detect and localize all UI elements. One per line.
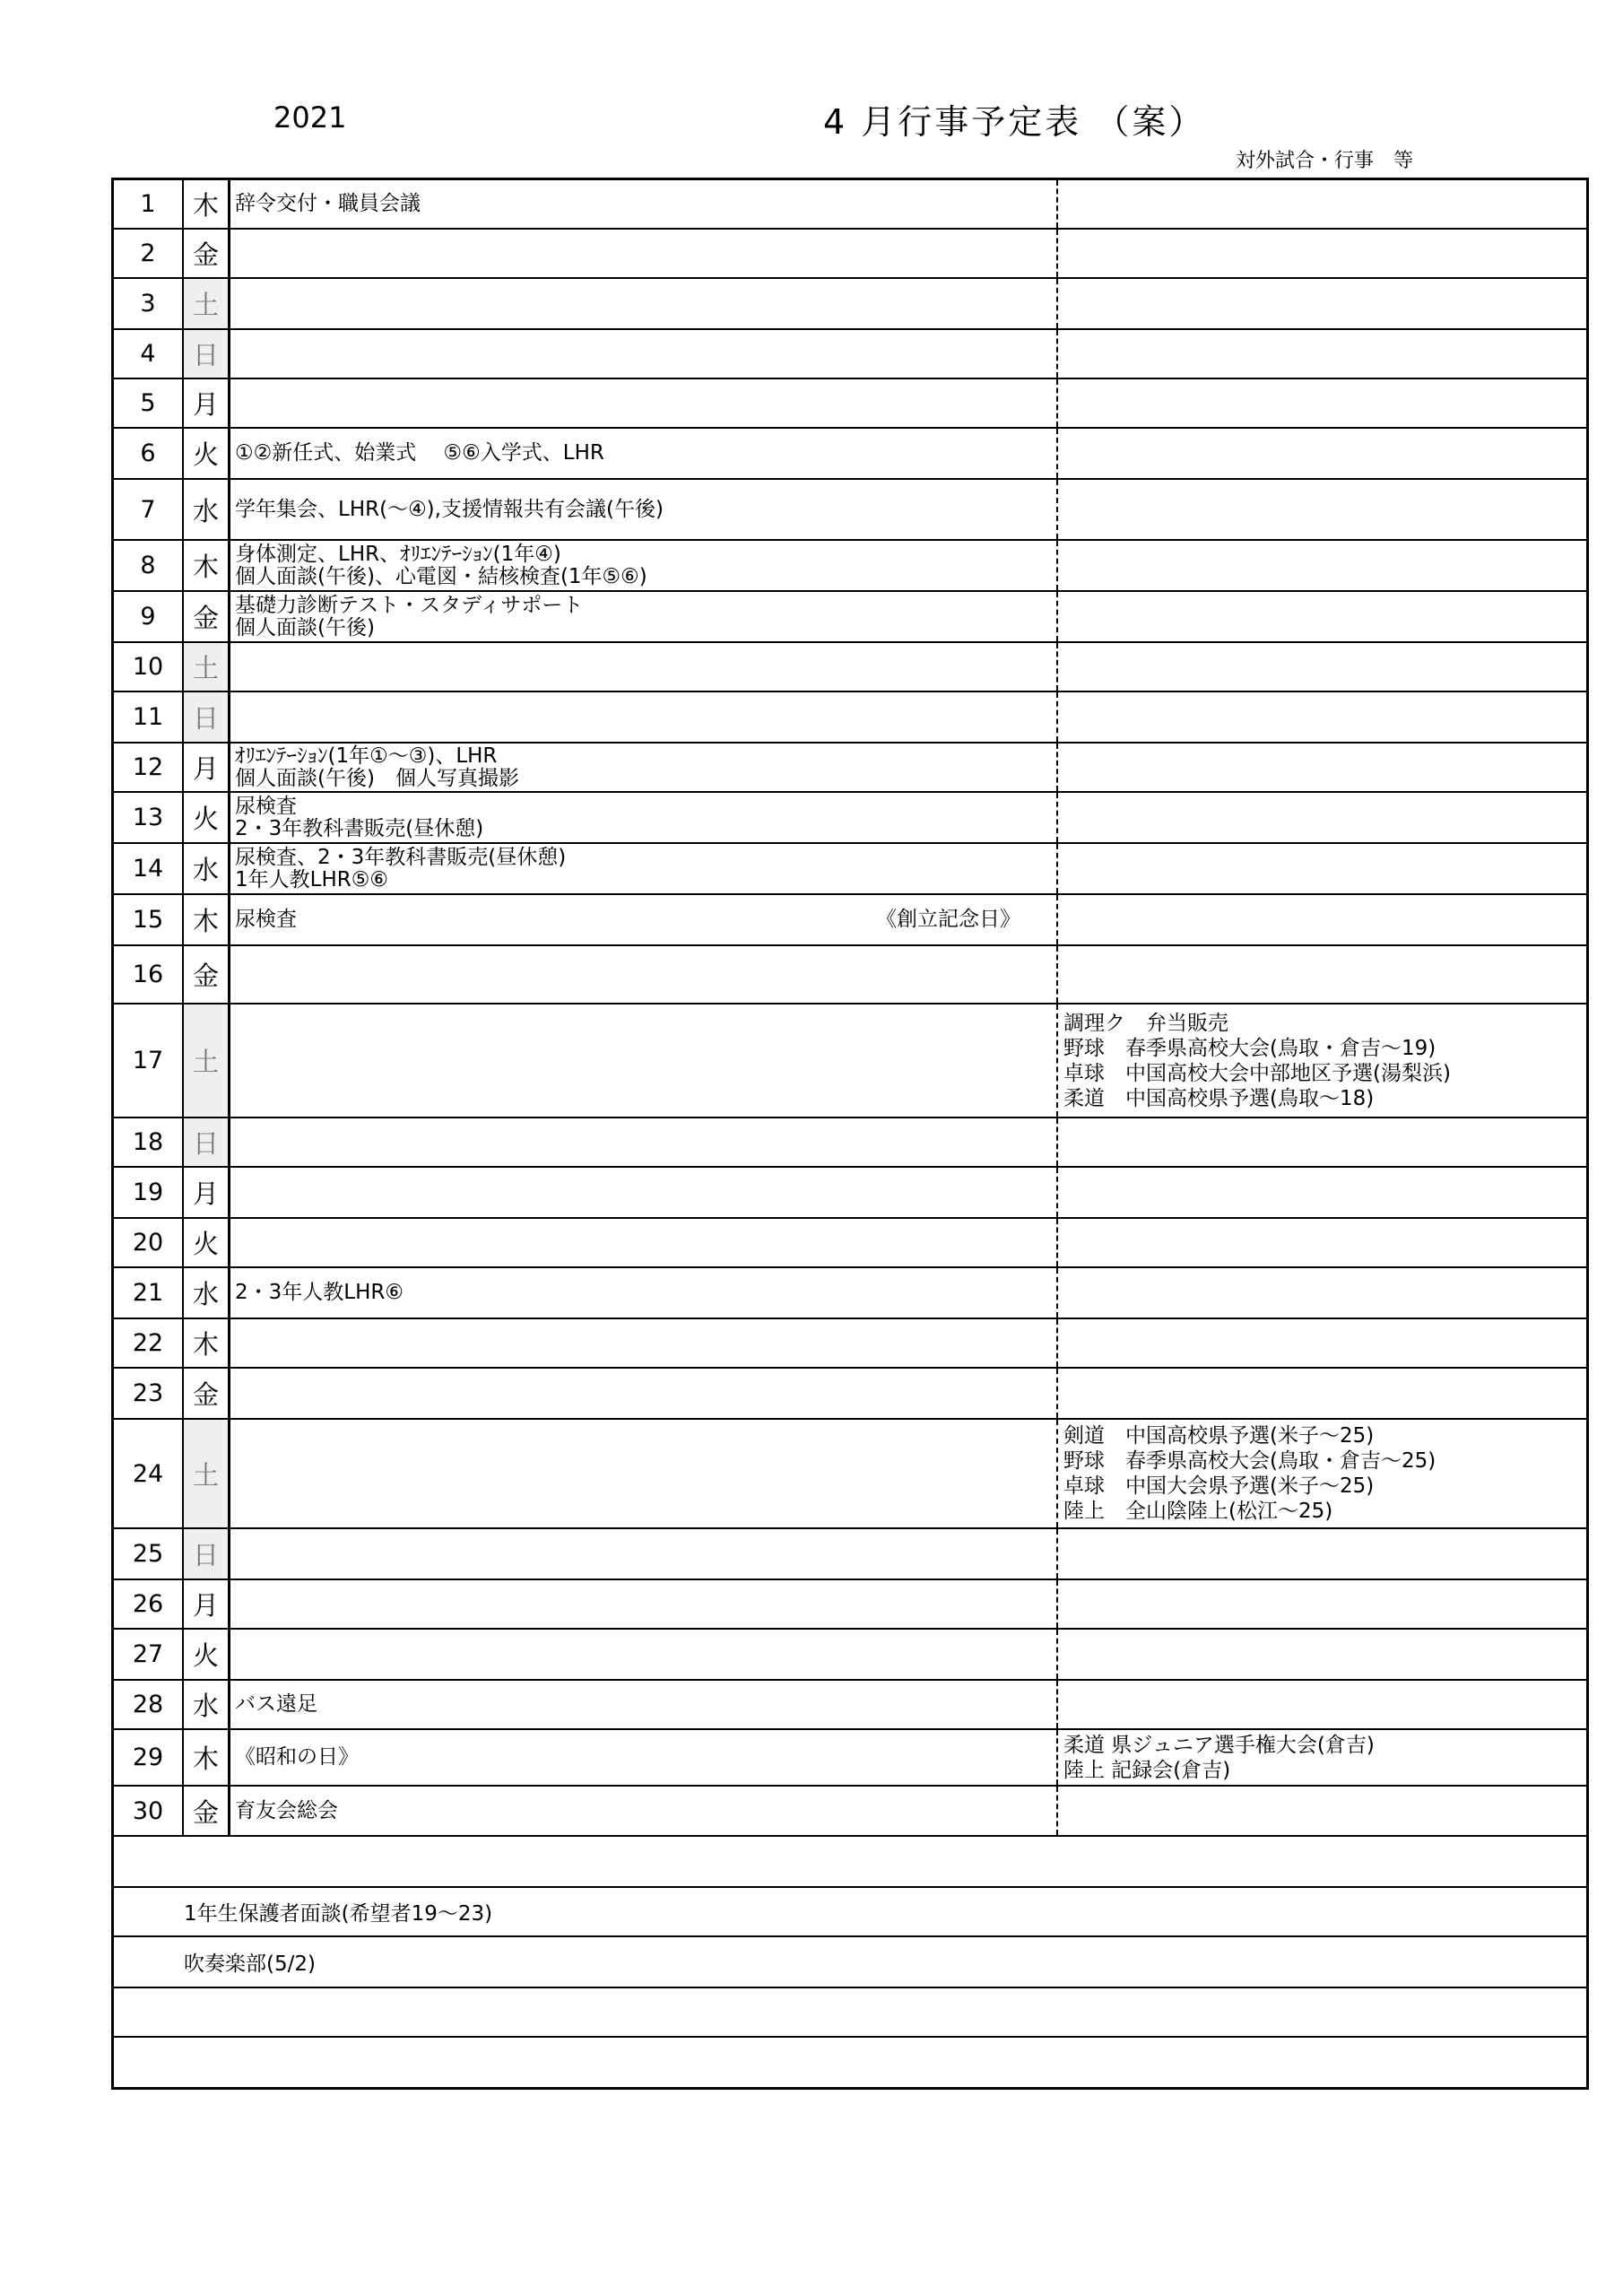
day-number: 20 (114, 1219, 184, 1266)
external-events-cell (1058, 1369, 1586, 1418)
day-number: 15 (114, 895, 184, 944)
day-number: 12 (114, 744, 184, 791)
day-number: 22 (114, 1319, 184, 1367)
school-events-cell (230, 844, 1058, 893)
external-events-cell (1058, 744, 1586, 791)
day-number: 29 (114, 1730, 184, 1785)
day-number: 2 (114, 230, 184, 277)
weekday: 日 (184, 1529, 230, 1578)
school-event: 個人面談(午後) (235, 615, 375, 639)
school-event: 基礎力診断テスト・スタディサポート (235, 593, 584, 617)
year: 2021 (273, 100, 347, 135)
day-number: 4 (114, 330, 184, 378)
external-events-cell (1058, 592, 1586, 641)
school-events-cell (230, 946, 1058, 1003)
school-events-cell (230, 541, 1058, 590)
school-events-cell (230, 692, 1058, 742)
table-row (114, 692, 1586, 744)
table-row (114, 541, 1586, 592)
school-events-cell (230, 1268, 1058, 1318)
weekday: 水 (184, 1268, 230, 1318)
school-events-cell (230, 1580, 1058, 1628)
external-events-cell (1058, 1319, 1586, 1367)
external-events-cell (1058, 379, 1586, 427)
school-events-cell (230, 1319, 1058, 1367)
school-events-cell (230, 793, 1058, 842)
day-number: 6 (114, 429, 184, 478)
weekday: 金 (184, 1369, 230, 1418)
holiday-label: 《創立記念日》 (876, 908, 1020, 931)
day-number: 21 (114, 1268, 184, 1318)
schedule-table (111, 178, 1589, 2090)
external-events-cell (1058, 541, 1586, 590)
school-events-cell (230, 230, 1058, 277)
day-number: 7 (114, 480, 184, 539)
table-row (114, 946, 1586, 1004)
note-row (114, 1988, 1586, 2038)
school-events-cell (230, 643, 1058, 691)
weekday: 水 (184, 844, 230, 893)
weekday: 木 (184, 1319, 230, 1367)
school-event: 育友会総会 (235, 1798, 338, 1822)
weekday: 月 (184, 1168, 230, 1217)
weekday: 土 (184, 1420, 230, 1527)
external-events-cell (1058, 1730, 1586, 1785)
table-row (114, 793, 1586, 844)
weekday: 日 (184, 1118, 230, 1166)
day-number: 19 (114, 1168, 184, 1217)
external-events-cell (1058, 1630, 1586, 1679)
school-event: 学年集会、LHR(～④),支援情報共有会議(午後) (235, 497, 664, 521)
day-number: 18 (114, 1118, 184, 1166)
external-events-cell (1058, 844, 1586, 893)
external-events-cell (1058, 1219, 1586, 1266)
school-events-cell (230, 1004, 1058, 1117)
table-row (114, 744, 1586, 793)
table-row (114, 1004, 1586, 1118)
school-event: ①②新任式、始業式 ⑤⑥入学式、LHR (235, 441, 604, 465)
school-event: バス遠足 (235, 1692, 317, 1716)
school-event: 個人面談(午後) 個人写真撮影 (235, 766, 519, 790)
table-row (114, 1369, 1586, 1420)
external-events-cell (1058, 330, 1586, 378)
table-row (114, 1168, 1586, 1219)
external-events-cell (1058, 180, 1586, 228)
school-event: 辞令交付・職員会議 (235, 192, 421, 215)
weekday: 金 (184, 946, 230, 1003)
external-event: 卓球 中国大会県予選(米子～25) (1063, 1474, 1375, 1498)
school-events-cell (230, 1118, 1058, 1166)
day-number: 23 (114, 1369, 184, 1418)
weekday: 木 (184, 895, 230, 944)
note-row: 1年生保護者面談(希望者19～23) (114, 1888, 1586, 1937)
school-events-cell (230, 1168, 1058, 1217)
day-number: 13 (114, 793, 184, 842)
external-events-cell (1058, 1787, 1586, 1835)
weekday: 金 (184, 592, 230, 641)
external-events-cell (1058, 230, 1586, 277)
day-number: 27 (114, 1630, 184, 1679)
school-events-cell (230, 1787, 1058, 1835)
table-row (114, 230, 1586, 279)
day-number: 25 (114, 1529, 184, 1578)
school-event: 尿検査、2・3年教科書販売(昼休憩) (235, 845, 567, 869)
school-event: 個人面談(午後)、心電図・結核検査(1年⑤⑥) (235, 564, 647, 588)
weekday: 金 (184, 230, 230, 277)
weekday: 火 (184, 429, 230, 478)
table-row (114, 379, 1586, 429)
weekday: 土 (184, 643, 230, 691)
external-event: 陸上 記録会(倉吉) (1063, 1758, 1231, 1782)
school-events-cell (230, 1369, 1058, 1418)
weekday: 月 (184, 1580, 230, 1628)
day-number: 8 (114, 541, 184, 590)
weekday: 月 (184, 379, 230, 427)
school-events-cell (230, 1681, 1058, 1728)
weekday: 水 (184, 480, 230, 539)
weekday: 月 (184, 744, 230, 791)
external-event: 柔道 県ジュニア選手権大会(倉吉) (1063, 1733, 1375, 1757)
day-number: 17 (114, 1004, 184, 1117)
table-row (114, 1630, 1586, 1681)
table-row (114, 643, 1586, 692)
weekday: 水 (184, 1681, 230, 1728)
weekday: 土 (184, 1004, 230, 1117)
day-number: 1 (114, 180, 184, 228)
table-row (114, 1219, 1586, 1268)
table-row (114, 1730, 1586, 1787)
day-number: 9 (114, 592, 184, 641)
day-number: 14 (114, 844, 184, 893)
day-number: 3 (114, 279, 184, 328)
external-events-cell (1058, 793, 1586, 842)
weekday: 火 (184, 1219, 230, 1266)
external-events-cell (1058, 1118, 1586, 1166)
weekday: 木 (184, 541, 230, 590)
weekday: 火 (184, 793, 230, 842)
school-events-cell (230, 480, 1058, 539)
external-event: 卓球 中国高校大会中部地区予選(湯梨浜) (1063, 1061, 1451, 1085)
external-events-cell (1058, 946, 1586, 1003)
day-number: 28 (114, 1681, 184, 1728)
note-row: 吹奏楽部(5/2) (114, 1937, 1586, 1988)
table-row (114, 279, 1586, 330)
table-row (114, 1319, 1586, 1369)
external-events-cell (1058, 1004, 1586, 1117)
external-event: 剣道 中国高校県予選(米子～25) (1063, 1424, 1375, 1448)
table-row (114, 480, 1586, 541)
school-events-cell (230, 180, 1058, 228)
table-row (114, 1787, 1586, 1837)
school-events-cell (230, 330, 1058, 378)
day-number: 24 (114, 1420, 184, 1527)
weekday: 火 (184, 1630, 230, 1679)
weekday: 木 (184, 180, 230, 228)
day-number: 16 (114, 946, 184, 1003)
school-events-cell (230, 592, 1058, 641)
school-events-cell (230, 1219, 1058, 1266)
school-event: 2・3年人教LHR⑥ (235, 1281, 404, 1304)
school-event: 2・3年教科書販売(昼休憩) (235, 816, 484, 840)
school-events-cell (230, 279, 1058, 328)
external-events-cell (1058, 1529, 1586, 1578)
external-events-cell (1058, 643, 1586, 691)
day-number: 5 (114, 379, 184, 427)
table-row (114, 895, 1586, 946)
weekday: 木 (184, 1730, 230, 1785)
school-event: 《昭和の日》 (235, 1745, 359, 1769)
table-row (114, 1529, 1586, 1580)
note-row (114, 1837, 1586, 1888)
external-events-cell (1058, 1580, 1586, 1628)
table-row (114, 1580, 1586, 1630)
table-row (114, 844, 1586, 895)
table-row (114, 429, 1586, 480)
external-events-cell (1058, 1420, 1586, 1527)
school-events-cell (230, 379, 1058, 427)
table-row (114, 1420, 1586, 1529)
school-events-cell (230, 744, 1058, 791)
day-number: 26 (114, 1580, 184, 1628)
school-event: 尿検査 (235, 794, 297, 818)
external-events-cell (1058, 1681, 1586, 1728)
school-events-cell (230, 1529, 1058, 1578)
external-events-cell (1058, 1268, 1586, 1318)
table-row (114, 1118, 1586, 1168)
school-events-cell (230, 895, 1058, 944)
external-events-cell (1058, 1168, 1586, 1217)
external-events-cell (1058, 480, 1586, 539)
external-event: 柔道 中国高校県予選(鳥取～18) (1063, 1086, 1375, 1110)
school-events-cell (230, 429, 1058, 478)
external-events-cell (1058, 692, 1586, 742)
right-column-label: 対外試合・行事 等 (1236, 150, 1414, 172)
weekday: 日 (184, 330, 230, 378)
school-event: 1年人教LHR⑤⑥ (235, 867, 388, 891)
external-event: 調理ク 弁当販売 (1063, 1011, 1228, 1035)
weekday: 金 (184, 1787, 230, 1835)
table-row (114, 330, 1586, 379)
external-events-cell (1058, 429, 1586, 478)
table-row (114, 592, 1586, 643)
table-row (114, 1268, 1586, 1319)
note-row (114, 2038, 1586, 2087)
weekday: 土 (184, 279, 230, 328)
day-number: 30 (114, 1787, 184, 1835)
school-events-cell (230, 1730, 1058, 1785)
page-title: 4 月行事予定表 （案） (823, 102, 1206, 142)
table-row (114, 180, 1586, 230)
external-event: 陸上 全山陰陸上(松江～25) (1063, 1500, 1333, 1523)
external-event: 野球 春季県高校大会(鳥取・倉吉～19) (1063, 1036, 1436, 1060)
school-event: ｵﾘｴﾝﾃｰｼｮﾝ(1年①～③)、LHR (235, 744, 498, 768)
external-events-cell (1058, 895, 1586, 944)
table-row (114, 1681, 1586, 1730)
school-event: 尿検査 (235, 908, 297, 931)
external-events-cell (1058, 279, 1586, 328)
external-event: 野球 春季県高校大会(鳥取・倉吉～25) (1063, 1449, 1436, 1473)
school-events-cell (230, 1630, 1058, 1679)
school-events-cell (230, 1420, 1058, 1527)
school-event: 身体測定、LHR、ｵﾘｴﾝﾃｰｼｮﾝ(1年④) (235, 542, 561, 566)
weekday: 日 (184, 692, 230, 742)
day-number: 11 (114, 692, 184, 742)
day-number: 10 (114, 643, 184, 691)
